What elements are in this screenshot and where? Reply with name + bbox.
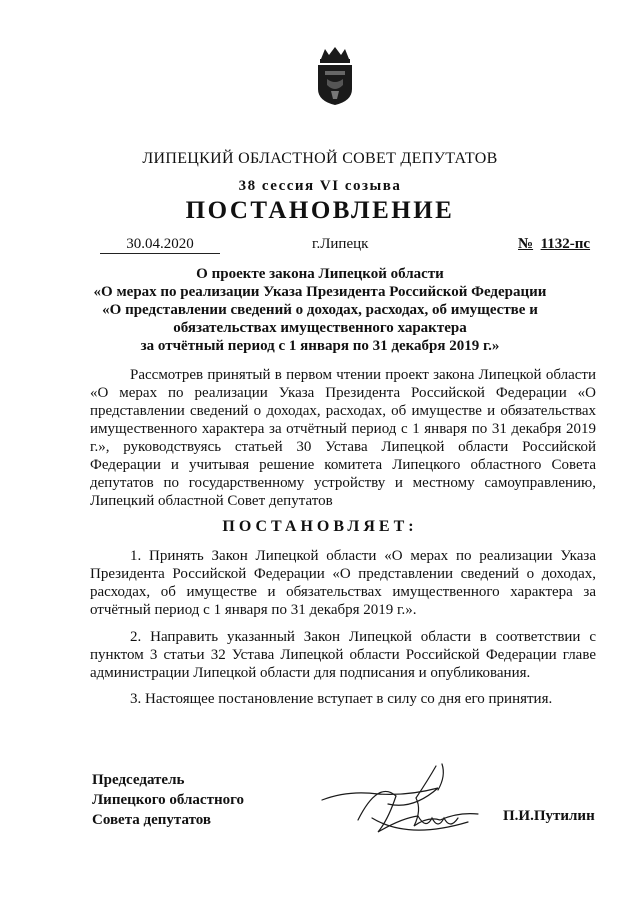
- document-city: г.Липецк: [312, 236, 369, 252]
- document-number: [518, 236, 590, 253]
- subject-line: «О представлении сведений о доходах, расходах, об имуществе и: [102, 302, 538, 318]
- intro-paragraph: Рассмотрев принятый в первом чтении проект закона Липецкой области «О мерах по реализации Указа Президента Российской Федерации «О представлении сведений о доходах, расходах, об имуществе и обязательствах имущественного характера за отчётный период с 1 января по 31 декабря 2019 г.», руководствуясь статьей 30 Устава Липецкой области Российской Федерации и учитывая решение комитета Липецкого областного Совета депутатов по государственному устройству и местному самоуправлению, Липецкий областной Совет депутатов: [90, 367, 596, 509]
- signatory-title: [92, 770, 244, 830]
- subject-line: за отчётный период с 1 января по 31 декабря 2019 г.»: [140, 338, 500, 354]
- signatory-title-line: Совета депутатов: [92, 812, 211, 828]
- resolves-heading: ПОСТАНОВЛЯЕТ:: [222, 518, 418, 535]
- session-info: 38 сессия VI созыва: [238, 178, 402, 194]
- number-sign: №: [518, 236, 534, 252]
- resolution-item-2: 2. Направить указанный Закон Липецкой области в соответствии с пунктом 3 статьи 32 Устава Липецкой области Российской Федерации главе администрации Липецкой области для подписания и опубликования.: [90, 629, 596, 681]
- subject-line: О проекте закона Липецкой области: [196, 266, 444, 282]
- council-name: ЛИПЕЦКИЙ ОБЛАСТНОЙ СОВЕТ ДЕПУТАТОВ: [142, 150, 498, 167]
- document-type-title: ПОСТАНОВЛЕНИЕ: [185, 197, 455, 224]
- number-value: 1132-пс: [540, 236, 591, 252]
- signatory-title-line: Липецкого областного: [92, 792, 245, 808]
- signatory-name: П.И.Путилин: [503, 808, 595, 824]
- document-subject: [90, 265, 550, 355]
- handwritten-signature: [318, 760, 498, 845]
- subject-line: обязательствах имущественного характера: [173, 320, 467, 336]
- document-date: 30.04.2020: [100, 236, 220, 254]
- resolution-item-1: 1. Принять Закон Липецкой области «О мерах по реализации Указа Президента Российской Федерации «О представлении сведений о доходах, расходах, об имуществе и обязательствах имущественного характера за отчётный период с 1 января по 31 декабря 2019 г.».: [90, 548, 596, 618]
- signatory-title-line: Председатель: [92, 772, 185, 788]
- resolution-item-3: 3. Настоящее постановление вступает в силу со дня его принятия.: [130, 691, 553, 707]
- coat-of-arms-emblem: [313, 45, 357, 107]
- subject-line: «О мерах по реализации Указа Президента Российской Федерации: [93, 284, 547, 300]
